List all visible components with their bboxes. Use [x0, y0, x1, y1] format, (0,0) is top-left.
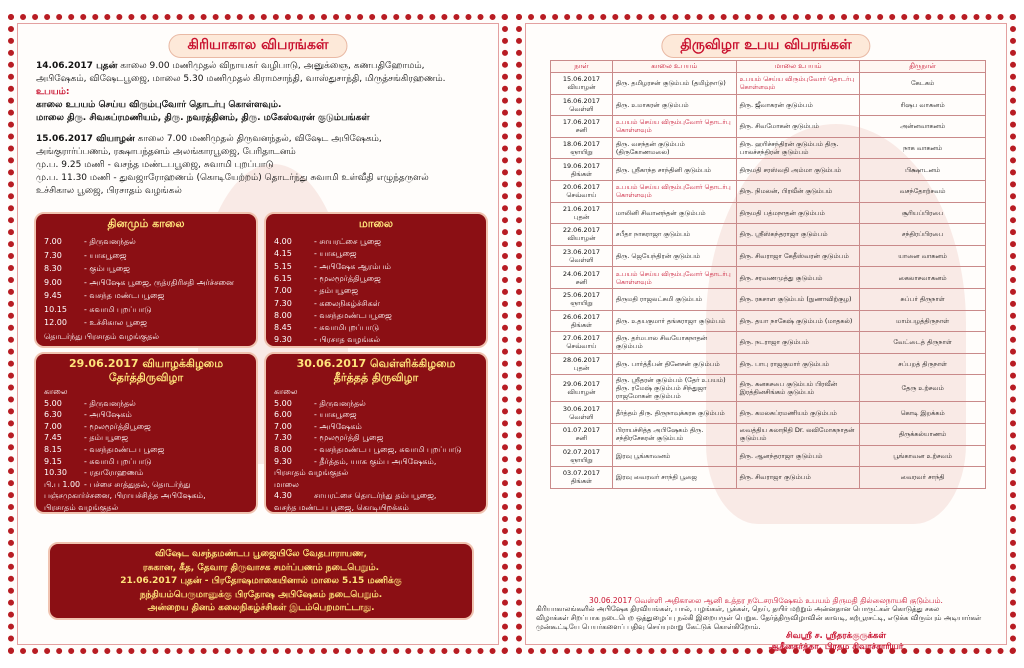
- festival-cell: ரிஷப வாகனம்: [860, 94, 986, 116]
- date-cell: 25.06.2017 ஞாயிறு: [551, 288, 613, 310]
- morning-sponsor-cell: இரவு வைரவர் சாந்தி பூஜை: [612, 467, 736, 489]
- evening-sponsor-cell: திரு. நடராஜா குடும்பம்: [736, 332, 860, 354]
- evening-sponsor-cell: திரு. கமலசுப்ரமணியம் குடும்பம்: [736, 402, 860, 424]
- morning-sponsor-cell: உபயம் செய்ய விரும்புவோர் தொடர்பு கொள்ளவும்: [612, 267, 736, 289]
- table-row: [551, 245, 986, 267]
- evening-sponsor-cell: உபயம் செய்ய விரும்புவோர் தொடர்பு கொள்ளவும்: [736, 73, 860, 95]
- schedule-item: 9.00 - அபிஷேக பூஜை, ருத்ரதிரிசதி அர்ச்சனை: [44, 277, 234, 287]
- festival-cell: சப்பறத் திருநாள்: [860, 353, 986, 375]
- day1-date: 14.06.2017 புதன்: [36, 61, 118, 71]
- morning-sponsor-cell: திரு. ஜெயேந்திரன் குடும்பம்: [612, 245, 736, 267]
- date-cell: 28.06.2017 புதன்: [551, 353, 613, 375]
- schedule-item: 8.00 - வசந்தமண்டப பூஜை, சுவாமி புறப்பாடு: [274, 445, 462, 454]
- schedule-item: 6.00 - யாகபூஜை: [274, 410, 357, 420]
- date-cell: 17.06.2017 சனி: [551, 116, 613, 138]
- table-header-row: [551, 61, 986, 73]
- table-row: [551, 116, 986, 138]
- date-cell: 30.06.2017 வெள்ளி: [551, 402, 613, 424]
- morning-sponsor-cell: திரு. பார்த்தீபன் தினேசன் குடும்பம்: [612, 353, 736, 375]
- col-evening: மாலை உபயம்: [736, 61, 860, 73]
- footer-notes: 30.06.2017 வெள்ளி அதிகாலை ஆனி உத்தர நடேசரபிஷேகம் உபயம் திருமதி தில்லைநாயகி குடும்பம். கிரியாகாலங்களில் அபிஷேக திரவியங்கள், பால், பழங்கள், பூக்கள், நெய், தயிர் மற்றும் அன்னதான பொருட்கள் கொடுத்து சகல விழாக்கள் சிறப்பாக நடைபெற ஒத்துழைப்பு நல்கி இறையருள் பெறுக. தேர்த்திருவிழாவின் காவடி, கற்பூரசட்டி, எடுக்க விரும்பும் அடியார்கள் முன்கூட்டியே பெயர்களைப் பதிவு செய்யுமாறு கேட்டுக் கொள்கிறோம்.: [536, 596, 982, 631]
- table-row: [551, 445, 986, 467]
- daily-morning-box: தினமும் காலை 7.00 - திருவனந்தல் 7.30 - யாகபூஜை 8.30 - கும்பபூஜை 9.00 - அபிஷேக பூஜை, ருத்ரதிரிசதி அர்ச்சனை 9.45 - வசந்த மண்டபபூஜை 10.15 - சுவாமி புறப்பாடு 12.00 - உச்சிகால பூஜை தொடர்ந்து பிரசாதம் வழங்குதல்: [34, 212, 258, 348]
- table-row: [551, 288, 986, 310]
- schedule-item: 7.30 - கலைநிகழ்ச்சிகள்: [274, 298, 380, 308]
- schedule-item: 4.15 - யாகபூஜை: [274, 249, 357, 259]
- date-cell: 19.06.2017 திங்கள்: [551, 159, 613, 181]
- morning-sponsor-cell: உபயம் செய்ய விரும்புவோர் தொடர்பு கொள்ளவும்: [612, 116, 736, 138]
- schedule-item: 6.15 - மூலமூர்த்திபூஜை: [274, 273, 381, 283]
- morning-sponsor-cell: திரு. ஸ்ரீதரன் குடும்பம் (தேர் உபயம்) திரு. ரமேஷ் குடும்பம் சிந்துஜா ராஜமோகன் குடும்பம்: [612, 375, 736, 402]
- evening-sponsor-cell: திரு. நிமலன், பிரவீன் குடும்பம்: [736, 180, 860, 202]
- schedule-item: 9.30 - பிரசாத வழங்கல்: [274, 335, 381, 345]
- schedule-item: 8.45 - சுவாமிபுறப்பாடு: [274, 323, 379, 333]
- festival-title: திருவிழா உபய விபரங்கள்: [661, 34, 870, 58]
- date-cell: 01.07.2017 சனி: [551, 423, 613, 445]
- schedule-item: 7.45 - தம்பபூஜை: [44, 433, 129, 443]
- table-row: [551, 375, 986, 402]
- schedule-item: 7.00 - தம்பபூஜை: [274, 286, 359, 296]
- evening-sponsor-cell: திரு. ரகசாள குடும்பம் (நுணாவிற்குழ): [736, 288, 860, 310]
- evening-sponsor-cell: திரு. சிவராஜா கேதீஸ்வரன் குடும்பம்: [736, 245, 860, 267]
- festival-cell: பிக்ஷாடனம்: [860, 159, 986, 181]
- ubayam-label: உபயம்:: [36, 87, 70, 97]
- date-cell: 29.06.2017 வியாழன்: [551, 375, 613, 402]
- festival-cell: அன்னவாகனம்: [860, 116, 986, 138]
- morning-sponsor-cell: திரு. தமிழரசன் குடும்பம் (தமிழ்நாடு): [612, 73, 736, 95]
- chariot-festival-box: 29.06.2017 வியாழக்கிழமை தேர்த்திருவிழா காலை 5.00 - திருவனந்தல் 6.30 - அபிஷேகம் 7.00 - மூலமூர்த்திபூஜை 7.45 - தம்பபூஜை 8.15 - வசந்தமண்டப பூஜை 9.15 - சுவாமி புறப்பாடு 10.30 - ரதாரோஹணம் பி.ப 1.00 - பச்சை சாத்துதல், தொடர்ந்து பஞ்சமுகார்ச்சனை, பிராயச்சித்த அபிஷேகம், பிரசாதம் வழங்குதல்: [34, 352, 258, 514]
- festival-cell: கேடகம்: [860, 73, 986, 95]
- date-cell: 24.06.2017 சனி: [551, 267, 613, 289]
- schedule-item: 4.30 சாயரட்சை தொடர்ந்து தம்பபூஜை,: [274, 491, 437, 501]
- morning-sponsor-cell: பிராயச்சித்த அபிஷேகம் திரு. சந்திரசேகரன் குடும்பம்: [612, 423, 736, 445]
- schedule-item: பிரசாதம் வழங்குதல்: [274, 468, 349, 478]
- date-cell: 03.07.2017 திங்கள்: [551, 467, 613, 489]
- date-cell: 23.06.2017 வெள்ளி: [551, 245, 613, 267]
- table-row: [551, 353, 986, 375]
- evening-sponsor-cell: திரு. ஸ்ரீஸ்கந்தராஜா குடும்பம்: [736, 224, 860, 246]
- date-cell: 21.06.2017 புதன்: [551, 202, 613, 224]
- evening-sponsor-cell: திரு. கனகசபை குடும்பம் பிரவீன் இரத்தினசிங்கம் குடும்பம்: [736, 375, 860, 402]
- col-festival: திருநாள்: [860, 61, 986, 73]
- schedule-item: 12.00 - உச்சிகால பூஜை: [44, 318, 147, 327]
- special-notice-box: [48, 542, 474, 620]
- date-cell: 18.06.2017 ஞாயிறு: [551, 137, 613, 159]
- schedule-item: 10.15 - சுவாமி புறப்பாடு: [44, 304, 152, 314]
- festival-cell: சுப்பர் திருநாள்: [860, 288, 986, 310]
- schedule-item: 4.00 - சாயரட்சை பூஜை: [274, 237, 381, 246]
- date-cell: 20.06.2017 செவ்வாய்: [551, 180, 613, 202]
- notice-line: அன்றைய தினம் கலைநிகழ்ச்சிகள் இடம்பெறமாட்டாது.: [147, 603, 375, 613]
- evening-sponsor-cell: வைத்திய கலாநிதி Dr. லவிமோகநாதன் குடும்பம்: [736, 423, 860, 445]
- schedule-item: மாலை: [274, 479, 299, 489]
- right-page: [516, 14, 1016, 654]
- evening-sponsor-cell: திரு. சிவராஜா குடும்பம்: [736, 467, 860, 489]
- col-morning: காலை உபயம்: [612, 61, 736, 73]
- morning-sponsor-cell: திரு. ஸ்ரீகாந்த சாந்தினி குடும்பம்: [612, 159, 736, 181]
- morning-sponsor-cell: சபீதா நாகராஜா குடும்பம்: [612, 224, 736, 246]
- festival-cell: வசந்தோற்சவம்: [860, 180, 986, 202]
- festival-cell: நாக வாகனம்: [860, 137, 986, 159]
- table-row: [551, 73, 986, 95]
- schedule-item: 9.15 - சுவாமி புறப்பாடு: [44, 456, 152, 466]
- schedule-item: 10.30 - ரதாரோஹணம்: [44, 468, 144, 478]
- schedule-item: காலை: [274, 387, 298, 396]
- morning-sponsor-cell: திரு. வசந்தன் குடும்பம் (திருகோணமலை): [612, 137, 736, 159]
- table-row: [551, 310, 986, 332]
- table-row: [551, 180, 986, 202]
- evening-sponsor-cell: திரு. ஆனந்தராஜா குடும்பம்: [736, 445, 860, 467]
- schedule-item: 7.00 - திருவனந்தல்: [44, 237, 136, 246]
- daily-evening-box: மாலை 4.00 - சாயரட்சை பூஜை 4.15 - யாகபூஜை 5.15 - அபிஷேக ஆரம்பம் 6.15 - மூலமூர்த்திபூஜை 7.00 - தம்பபூஜை 7.30 - கலைநிகழ்ச்சிகள் 8.00 - வசந்தமண்டபபூஜை 8.45 - சுவாமிபுறப்பாடு 9.30 - பிரசாத வழங்கல்: [264, 212, 488, 348]
- festival-cell: திருக்கல்யாணம்: [860, 423, 986, 445]
- festival-cell: கொடி இறக்கம்: [860, 402, 986, 424]
- schedule-item: 7.30 - யாகபூஜை: [44, 250, 127, 260]
- col-date: நாள்: [551, 61, 613, 73]
- schedule-item: 8.30 - கும்பபூஜை: [44, 264, 130, 273]
- schedule-item: தொடர்ந்து பிரசாதம் வழங்குதல்: [44, 331, 160, 341]
- festival-cell: சூரியப்பிரபை: [860, 202, 986, 224]
- notice-line: விஷேட வசந்தமண்டப பூஜையிலே வேதபாராயண,: [155, 549, 367, 559]
- festival-cell: மாம்பழத்திருநாள்: [860, 310, 986, 332]
- schedule-item: காலை: [44, 387, 68, 396]
- kiriyakala-title: கிரியாகால விபரங்கள்: [168, 34, 347, 58]
- date-cell: 22.06.2017 வியாழன்: [551, 224, 613, 246]
- morning-sponsor-cell: உபயம் செய்ய விரும்புவோர் தொடர்பு கொள்ளவும்: [612, 180, 736, 202]
- table-row: [551, 332, 986, 354]
- morning-sponsor-cell: இரவு பூங்காவனம்: [612, 445, 736, 467]
- evening-sponsor-cell: திரு. சரவணமுத்து குடும்பம்: [736, 267, 860, 289]
- schedule-item: 6.30 - அபிஷேகம்: [44, 410, 132, 420]
- schedule-item: வசந்த மண்டப பூஜை, கொடியிறக்கம்: [274, 503, 409, 512]
- sponsorship-table: [550, 60, 986, 489]
- schedule-item: 5.15 - அபிஷேக ஆரம்பம்: [274, 261, 391, 271]
- table-row: [551, 137, 986, 159]
- schedule-item: 8.15 - வசந்தமண்டப பூஜை: [44, 445, 165, 454]
- morning-sponsor-cell: தீர்த்தம் திரு. திருநாவுக்கரசு குடும்பம்: [612, 402, 736, 424]
- date-cell: 16.06.2017 வெள்ளி: [551, 94, 613, 116]
- morning-sponsor-cell: மாலினி சிவானந்தன் குடும்பம்: [612, 202, 736, 224]
- schedule-item: 8.00 - வசந்தமண்டபபூஜை: [274, 310, 392, 320]
- schedule-item: 7.00 - மூலமூர்த்திபூஜை: [44, 421, 151, 431]
- festival-cell: சந்திரப்பிரபை: [860, 224, 986, 246]
- table-row: [551, 267, 986, 289]
- schedule-item: 9.45 - வசந்த மண்டபபூஜை: [44, 291, 165, 300]
- notice-line: 21.06.2017 புதன் - பிரதோஷமாகையினால் மாலை 5.15 மணிக்கு: [120, 576, 402, 586]
- morning-sponsor-cell: திரு. உமாகரன் குடும்பம்: [612, 94, 736, 116]
- intro-section: 14.06.2017 புதன் காலை 9.00 மணிமுதல் விநாயகர் வழிபாடு, அனுக்ஞை, கணபதிஹோமம், அபிஷேகம், விஷேடபூஜை, மாலை 5.30 மணிமுதல் கிராமசாந்தி, வாஸ்துசாந்தி, மிருத்சங்கிரஹணம். உபயம்: காலை உபயம் செய்ய விரும்புவோர் தொடர்பு கொள்ளவும். மாலை திரு. சிவசுப்ரமணியம், திரு. நவரத்தினம், திரு. மகேஸ்வரன் குடும்பங்கள் 15.06.2017 வியாழன் காலை 7.00 மணிமுதல் திருவனந்தல், விஷேட அபிஷேகம், அங்குரார்ப்பணம், ரக்ஷாபந்தனம் அலங்காரபூஜை, பேரிதாடனம் மு.ப. 9.25 மணி - வசந்த மண்டபபூஜை, சுவாமி புறப்பாடு மு.ப. 11.30 மணி - துவஜாரோஹணம் (கொடியேற்றம்) தொடர்ந்து சுவாமி உள்வீதி எழுந்தருளல் உச்சிகால பூஜை, பிரசாதம் வழங்கல்: [36, 60, 486, 198]
- table-row: [551, 202, 986, 224]
- festival-cell: பூங்காவன உற்சவம்: [860, 445, 986, 467]
- notice-line: ரசுகான, கீத, தேவார திருவாசக சமர்ப்பணம் நடைபெறும்.: [142, 562, 380, 573]
- schedule-item: 7.00 - அபிஷேகம்: [274, 421, 362, 431]
- evening-sponsor-cell: திருமதி பத்மநாதன் குடும்பம்: [736, 202, 860, 224]
- evening-sponsor-cell: திரு. பாபு ராஜகுமார் குடும்பம்: [736, 353, 860, 375]
- morning-sponsor-cell: திருமதி ராஜலட்சுமி குடும்பம்: [612, 288, 736, 310]
- left-page: [8, 14, 508, 654]
- table-row: [551, 467, 986, 489]
- schedule-item: பி.ப 1.00 - பச்சை சாத்துதல், தொடர்ந்து: [44, 479, 191, 489]
- schedule-item: பஞ்சமுகார்ச்சனை, பிராயச்சித்த அபிஷேகம்,: [44, 491, 206, 501]
- festival-cell: யானை வாகனம்: [860, 245, 986, 267]
- table-row: [551, 224, 986, 246]
- signature-block: சிவஸ்ரீ ச. ஸ்ரீதரக்குருக்கள் ஆதீனகர்த்தா, பிரதம சிவாச்சாரியர்: [768, 631, 904, 652]
- evening-sponsor-cell: திரு. ஜீவாகரன் குடும்பம்: [736, 94, 860, 116]
- table-row: [551, 423, 986, 445]
- festival-cell: கைலாசவாகனம்: [860, 267, 986, 289]
- date-cell: 27.06.2017 செவ்வாய்: [551, 332, 613, 354]
- date-cell: 02.07.2017 ஞாயிறு: [551, 445, 613, 467]
- festival-cell: வேட்டைத் திருநாள்: [860, 332, 986, 354]
- table-row: [551, 94, 986, 116]
- table-row: [551, 402, 986, 424]
- schedule-item: 7.30 - மூலமூர்த்தி பூஜை: [274, 433, 384, 443]
- theertham-festival-box: 30.06.2017 வெள்ளிக்கிழமை தீர்த்தத் திருவிழா காலை 5.00 - திருவனந்தல் 6.00 - யாகபூஜை 7.00 - அபிஷேகம் 7.30 - மூலமூர்த்தி பூஜை 8.00 - வசந்தமண்டப பூஜை, சுவாமி புறப்பாடு 9.30 - தீர்த்தம், யாக கும்ப அபிஷேகம், பிரசாதம் வழங்குதல் மாலை 4.30 சாயரட்சை தொடர்ந்து தம்பபூஜை, வசந்த மண்டப பூஜை, கொடியிறக்கம்: [264, 352, 488, 514]
- notice-line: நந்தியம்பெருமானுக்கு பிரதோஷ அபிஷேகம் நடைபெறும்.: [139, 589, 383, 600]
- date-cell: 26.06.2017 திங்கள்: [551, 310, 613, 332]
- festival-cell: வைரவர் சாந்தி: [860, 467, 986, 489]
- morning-sponsor-cell: திரு. உதயகுமார் தங்கராஜா குடும்பம்: [612, 310, 736, 332]
- evening-sponsor-cell: திரு. சிவமோகன் குடும்பம்: [736, 116, 860, 138]
- evening-sponsor-cell: திருமதி சரஸ்வதி அம்மா குடும்பம்: [736, 159, 860, 181]
- schedule-item: பிரசாதம் வழங்குதல்: [44, 503, 119, 512]
- day2-date: 15.06.2017 வியாழன்: [36, 134, 135, 144]
- table-row: [551, 159, 986, 181]
- evening-sponsor-cell: திரு. தயா நாகேஷ் குடும்பம் (மாதகல்): [736, 310, 860, 332]
- morning-sponsor-cell: திரு. தர்மபால சிவயோகநாதன் குடும்பம்: [612, 332, 736, 354]
- evening-sponsor-cell: திரு. ஹரிச்சந்திரன் குடும்பம் திரு. பாலச்சந்திரன் குடும்பம்: [736, 137, 860, 159]
- schedule-item: 9.30 - தீர்த்தம், யாக கும்ப அபிஷேகம்,: [274, 456, 437, 466]
- schedule-item: 5.00 - திருவனந்தல்: [44, 398, 136, 408]
- schedule-item: 5.00 - திருவனந்தல்: [274, 398, 366, 408]
- date-cell: 15.06.2017 வியாழன்: [551, 73, 613, 95]
- festival-cell: தேரு உற்சவம்: [860, 375, 986, 402]
